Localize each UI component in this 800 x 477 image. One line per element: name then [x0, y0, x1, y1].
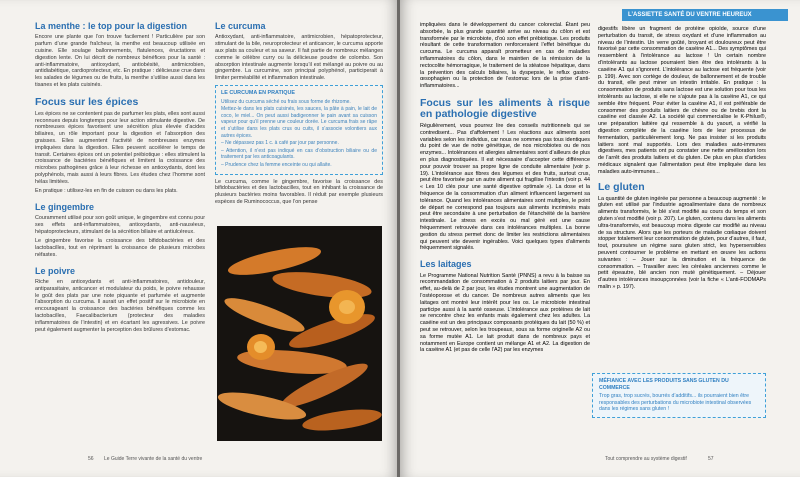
- gluten-heading: Le gluten: [598, 180, 645, 193]
- laitages-paragraph: Le Programme National Nutrition Santé (PNNS) a revu à la baisse sa recommandation de consommation à 2 produits laitiers par jour. En effet, au-delà de 2 par jour, les études montrent une augmentation de l’ostéoporose et du cancer. De nombreux autres aliments que les laitages ont montré leur intérêt pour les os. Le microbiote intestinal participe aussi à la santé osseuse. L’intolérance aux protéines de lait se rencontre chez les enfants mais également chez les adultes. La caséine est un des principaux composants protéiques du lait (50 %) et peut se retrouver, selon les troupeaux, sous sa forme originelle A2 ou sa forme mutée A1. Le lait produit dans de nombreux pays et notamment en Europe contient un mélange A1 et A2. La digestion de la caséine A1 (et pas de celle l’A2) par les enzymes: [420, 272, 590, 354]
- menthe-heading: La menthe : le top pour la digestion: [35, 21, 188, 31]
- risque-heading: Focus sur les aliments à risque en pathologie digestive: [420, 96, 590, 120]
- section-banner: L’ASSIETTE SANTÉ DU VENTRE HEUREUX: [622, 9, 788, 21]
- laitages-heading: Les laitages: [420, 259, 472, 270]
- epices-paragraph-2: En pratique : utilisez-les en fin de cuisson ou dans les plats.: [35, 188, 178, 195]
- callout-title: LE CURCUMA EN PRATIQUE: [221, 90, 295, 97]
- callout-item: – Prudence chez la femme enceinte ou qui allaite.: [221, 161, 332, 168]
- curcuma-callout: [215, 85, 383, 175]
- callout-item: Mettez-le dans les plats cuisinés, les sauces, la pâte à pain, le lait de coco, le miel... On peut aussi badigeonner le pain avant sa cuisson vapeur pour qu’il prenne une couleur dorée. Le curcuma frais se râpe et s’utilise dans les plats crus ou cuits, il s’associe volontiers aux autres épices.: [221, 106, 377, 139]
- gluten-tip-box: [592, 373, 766, 418]
- right-running-title: Tout comprendre au système digestif: [605, 456, 687, 462]
- right-column-2: [598, 26, 766, 293]
- left-page: [0, 0, 398, 477]
- right-column-1: [420, 22, 590, 357]
- left-column-1: [35, 22, 205, 336]
- laitages-continued-paragraph: digestifs libère un fragment de protéine opioïde, source d’une perturbation du transit, de stress oxydant et d’une inflammation au niveau de l’intestin. Un verre goûté, broyant et douloureux peut être favorisé par cette consommation de caséine A1... Des symptômes qui ressemblent à l’intolérance au lactose ! Un certain nombre d’intolérants au lactose pourraient bien être des intolérants à la caséine A1 qui s’ignorent. L’intolérance au lactose est fréquente (voir p. 199). Avec son cortège de douleur, de ballonnement et de trouble du transit, elle peut miner un intestin irritable. En pratique : la consommation de produits sans lactose est une solution pour tous les intolérants au lactose, si elle ne s’ajoute pas à la caséine A1, ce qui semble être fréquent. Pour éviter la caséine A1, il est préférable de consommer des produits laitiers de chèvre ou de brebis dont la caséine est classée A2. La société qui commercialise le K-Philus®, une préparation laitière qui ressemble à du yaourt, a vérifié la digestion complète de la caséine lors de leur processus de fermentation, particulièrement long. Ne pas insister si les produits laitiers sont mal supportés. Lors des maladies auto-immunes digestives, mes patients ont pu constater une nette amélioration lors de l’arrêt des produits laitiers et du gluten. De plus en plus d’articles médicaux signalent que l’alimentation peut être impliquée dans les maladies auto-immunes...: [598, 26, 766, 175]
- poivre-heading: Le poivre: [35, 265, 76, 276]
- callout-item: – Attention, il n’est pas indiqué en cas d’obstruction biliaire ou de traitement par les anticoagulants.: [221, 147, 377, 161]
- right-page-number: 57: [708, 456, 714, 462]
- left-column-2: [215, 22, 383, 208]
- curcuma-continued-paragraph: impliquées dans le développement du cancer colorectal. Étant peu absorbée, la plus grande quantité arrive au niveau du côlon et est transformée par le microbiote, d’où son effet prébiotique. Les produits résultant de cette transformation renforceraient l’effet bénéfique du curcuma. Le curcuma apparaît prometteur en cas de maladies inflammatoires du côlon, dans le maintien de la rémission de la rectocolite hémorragique, le traitement de la stéatose hépatique, dans la prévention des calculs biliaires, la dyspepsie, le reflux gastro-œsophagien ou la protection de l’estomac lors de la prise d’anti-inflammatoires...: [420, 22, 590, 90]
- callout-item: Utilisez du curcuma séché ou frais sous forme de rhizome.: [221, 98, 351, 105]
- gluten-paragraph: La quantité de gluten ingérée par personne a beaucoup augmenté : le gluten est utilisé par l’industrie agroalimentaire dans de nombreux aliments transformés, le blé s’est modifié au cours du temps et son gluten s’est modifié (voir p. 207). Le gluten, contenu dans les aliments ultra-transformés, est beaucoup moins digeste car modifié au niveau de sa structure. Alors que les porteurs de maladie cœliaque doivent stopper totalement leur consommation de gluten, pour d’autres, il faut, tout, poursuivre un régime sans gluten strict, les hypersensibles peuvent contourner le problème en mettant en œuvre les actions suivantes : – Jouer sur la diminution et la fréquence de consommation. – Travailler avec les céréales anciennes comme le petit épeautre, blé ancien non muté génétiquement. – Déjouer d’autres intolérances insoupçonnées (voir la fiche « L’anti-FODMAPs malin » p. 197).: [598, 195, 766, 290]
- gingembre-paragraph-1: Couramment utilisé pour son goût unique, le gingembre est connu pour ses effets anti-inflammatoires, antioxydants, anti-nauséeux, hépatoprotecteurs, stimulant de la sécrétion biliaire et antiulcéreux.: [35, 215, 205, 235]
- left-running-title: Le Guide Terre vivante de la santé du ventre: [104, 456, 203, 462]
- poivre-paragraph: Riche en antioxydants et anti-inflammatoires, antidouleur, antiparasitaire, anticancer et modulateur du poids, le poivre rehausse le goût des plats par une note piquante et parfumée et augmente l’absorption du curcuma. Il aurait un effet positif sur le microbiote en encourageant la croissance des bactéries bénéfiques comme les lactobacilles, Faecalibacterium (protecteur des maladies inflammatoires de l’intestin) et en écartant les agressives. Le poivre peut également augmenter la perception des brûlures d’estomac.: [35, 279, 205, 333]
- gingembre-heading: Le gingembre: [35, 201, 95, 212]
- risque-paragraph: Régulièrement, vous pourrez lire des conseils nutritionnels qui se contredisent... Pas d’affolement ! Les réactions aux aliments sont variables selon les individus, car nous ne sommes pas tous identiques du point de vue de notre génétique, de nos microbiotes ou de nos enzymes... Intolérances et allergies alimentaires sont d’ailleurs de plus en plus diagnostiquées. Il est nécessaire d’accepter cette différence pour pouvoir trouver sa propre ligne de conduite alimentaire (voir p. 19). L’intolérance aux fibres des légumes et des fruits, surtout crus, peut être favorisée par un autre aliment qui fragilise l’intestin (voir p. 44 « Les 10 clés pour une santé digestive optimale »). La dose et la fréquence de la consommation d’un aliment influencent largement sa tolérance. Quand les intolérances alimentaires sont multiples, le point de départ ne correspond pas toujours aux aliments incriminés mais peut être secondaire à une perturbation de l’étanchéité de la barrière intestinale. Le stress en excès ou mal géré est une cause fréquemment retrouvée dans ces intolérances multiples. La bonne gestion du stress permet donc de limiter les restrictions alimentaires qui peuvent vite devenir ingérables. Voici quelques types d’aliments fréquemment signalés.: [420, 123, 590, 252]
- tip-title: MÉFIANCE AVEC LES PRODUITS SANS GLUTEN DU COMMERCE: [599, 378, 729, 391]
- left-page-number: 56: [88, 456, 94, 462]
- epices-heading: Focus sur les épices: [35, 95, 139, 108]
- curcuma-paragraph: Antioxydant, anti-inflammatoire, antimicrobien, hépatoprotecteur, stimulant de la bile, neuroprotecteur et anticancer, le curcuma apporte aux plats sa couleur et sa saveur. Il fait partie de nombreux mélanges comme le célèbre curry ou la délicieuse poudre de colombo. Son absorption intestinale augmente lorsqu’il est mélangé au poivre ou au gingembre. La curcumine, son principal polyphénol, participerait à limiter perméabilité et inflammation intestinale.: [215, 34, 383, 82]
- epices-paragraph-1: Les épices ne se contentent pas de parfumer les plats, elles sont aussi reconnues depuis longtemps pour leur action stimulante digestive. De nombreuses épices favorisent une sécrétion plus élevée d’acides biliaires, un rôle important pour la digestion et l’absorption des graisses. Elles augmentent l’activité de nombreuses enzymes impliquées dans la digestion. Elles peuvent accélérer le temps de transit. Certaines épices ont un potentiel prébiotique : elles stimulent la croissance de bactéries bénéfiques et limitent la croissance des microbes pathogènes grâce à leur richesse en antioxydants, dont les polyphénols, mais aussi à leurs fibres. Les études chez l’homme sont hélas limitées.: [35, 110, 205, 185]
- gingembre-paragraph-2: Le gingembre favorise la croissance des bifidobactéries et des lactobacilles, tout en réprimant la croissance de plusieurs microbes néfastes.: [35, 238, 205, 258]
- curcuma-paragraph-2: Le curcuma, comme le gingembre, favorise la croissance des bifidobactéries et des lactobacilles, tout en inhibant la croissance de plusieurs bactéries moins favorables. Il réduit par exemple plusieurs espèces de Ruminococcus, que l’on pense: [215, 178, 383, 205]
- curcuma-heading: Le curcuma: [215, 21, 266, 31]
- menthe-paragraph: Encore une plante que l’on trouve facilement ! Particulière par son parfum d’une grande fraîcheur, la menthe est beaucoup utilisée en cuisine. Elle soulage ballonnements, flatulences, éructations et digestion lente. On lui décrit de nombreux bénéfices pour la santé : anti-inflammatoire, antioxydant, antiobésité, antimicrobien, antidiabétique, cardioprotecteur, etc. En pratique : délicieuse crue dans les salades de légumes ou de fruits, la menthe s’utilise aussi dans les tisanes et les plats cuisinés.: [35, 34, 205, 89]
- tip-text: Trop gras, trop sucrés, bourrés d’additifs... ils pourraient bien être responsables des perturbations du microbiote intestinal observées dans les régimes sans gluten !: [599, 393, 752, 413]
- callout-item: – Ne dépassez pas 1 c. à café par jour par personne.: [221, 140, 339, 147]
- turmeric-photo: [217, 226, 382, 441]
